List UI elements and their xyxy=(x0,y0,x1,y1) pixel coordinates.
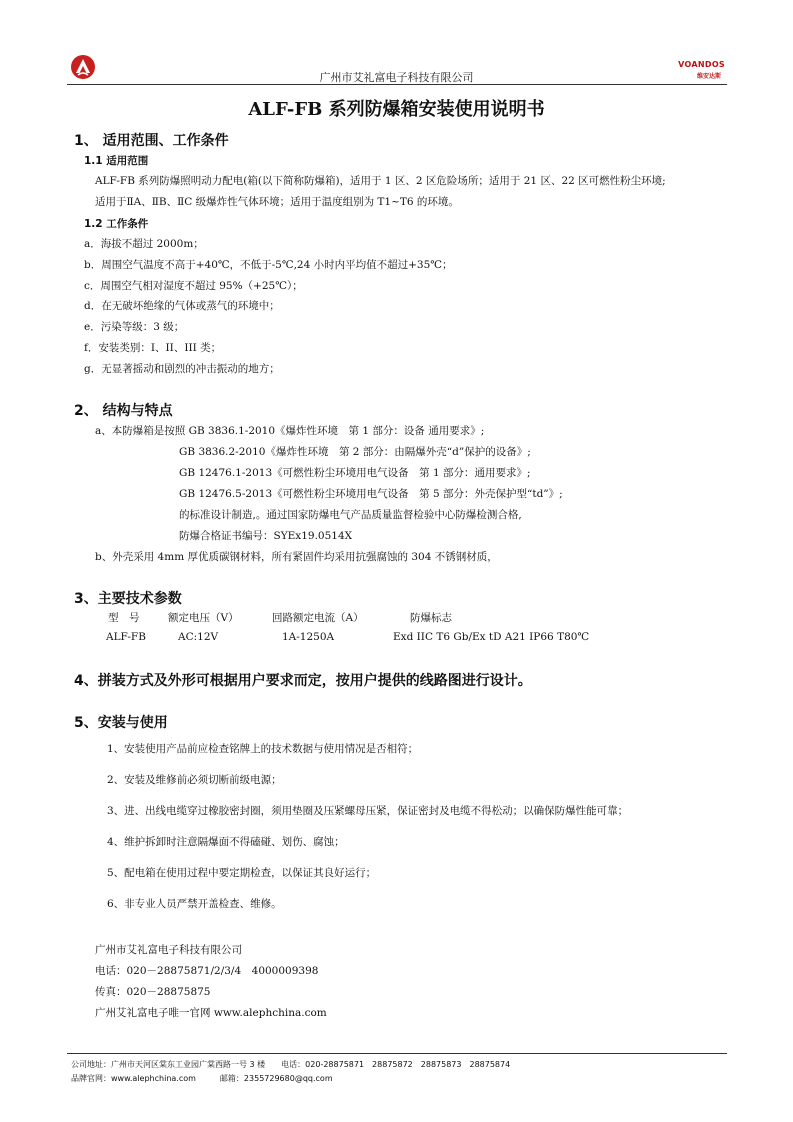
section2-line: GB 12476.1-2013《可燃性粉尘环境用电气设备 第 1 部分：通用要求》; xyxy=(179,467,531,479)
param-header-current: 回路额定电流（A） xyxy=(272,612,364,624)
certificate-number: 防爆合格证书编号：SYEx19.0514X xyxy=(179,530,353,542)
condition-item: d．在无破坏绝缘的气体或蒸气的环境中； xyxy=(84,300,280,312)
brand-logo-cn: 维安达斯 xyxy=(696,73,721,80)
condition-item: f．安装类别：I、II、III 类； xyxy=(84,342,222,354)
section2-line: 的标准设计制造,。通过国家防爆电气产品质量监督检验中心防爆检测合格, xyxy=(179,509,522,521)
param-header-voltage: 额定电压（V） xyxy=(168,612,239,624)
section1-sub1-line: ALF-FB 系列防爆照明动力配电(箱(以下简称防爆箱)，适用于 1 区、2 区危险场所；适用于 21 区、22 区可燃性粉尘环境; xyxy=(95,175,666,187)
install-item: 3、进、出线电缆穿过橡胶密封圈，须用垫圈及压紧螺母压紧，保证密封及电缆不得松动；以确保防爆性能可靠； xyxy=(107,805,629,817)
install-item: 6、非专业人员严禁开盖检查、维修。 xyxy=(107,898,282,910)
footer-address: 公司地址：广州市天河区棠东工业园广棠西路一号 3 楼 电话：020-28875871 28875872 28875873 28875874 xyxy=(71,1060,511,1069)
section5-heading: 5、安装与使用 xyxy=(74,715,168,731)
section3-heading: 3、主要技术参数 xyxy=(74,591,182,607)
param-value-voltage: AC:12V xyxy=(178,631,219,643)
install-item: 1、安装使用产品前应检查铭牌上的技术数据与使用情况是否相符； xyxy=(107,743,419,755)
param-value-mark: Exd IIC T6 Gb/Ex tD A21 IP66 T80℃ xyxy=(393,631,590,643)
section2-line: GB 12476.5-2013《可燃性粉尘环境用电气设备 第 5 部分：外壳保护型“td”》; xyxy=(179,488,563,500)
header-divider xyxy=(67,84,727,85)
contact-website: 广州艾礼富电子唯一官网 www.alephchina.com xyxy=(95,1007,327,1019)
condition-item: b．周围空气温度不高于+40℃，不低于-5℃,24 小时内平均值不超过+35℃； xyxy=(84,259,453,271)
section2-heading: 2、 结构与特点 xyxy=(74,403,173,419)
param-header-model: 型 号 xyxy=(108,612,140,624)
contact-phone: 电话：020－28875871/2/3/4 4000009398 xyxy=(95,965,319,977)
section2-line: GB 3836.2-2010《爆炸性环境 第 2 部分：由隔爆外壳“d”保护的设备》; xyxy=(179,446,531,458)
contact-fax: 传真：020－28875875 xyxy=(95,986,211,998)
section2-line: a、本防爆箱是按照 GB 3836.1-2010《爆炸性环境 第 1 部分：设备 通用要求》; xyxy=(95,425,485,437)
install-item: 4、维护拆卸时注意隔爆面不得磕碰、划伤、腐蚀； xyxy=(107,836,345,848)
section1-sub2-heading: 1.2 工作条件 xyxy=(84,218,149,230)
section4-heading: 4、拼装方式及外形可根据用户要求而定，按用户提供的线路图进行设计。 xyxy=(74,673,532,689)
condition-item: g．无显著摇动和剧烈的冲击振动的地方； xyxy=(84,363,280,375)
page-title: ALF-FB 系列防爆箱安装使用说明书 xyxy=(248,99,545,120)
condition-item: a．海拔不超过 2000m； xyxy=(84,238,204,250)
section1-sub1-heading: 1.1 适用范围 xyxy=(84,155,149,167)
section2-line: b、外壳采用 4mm 厚优质碳钢材料，所有紧固件均采用抗强腐蚀的 304 不锈钢材质， xyxy=(95,551,498,563)
footer-web-mail: 品牌官网：www.alephchina.com 邮箱：2355729680@qq.com xyxy=(71,1074,333,1083)
condition-item: c．周围空气相对湿度不超过 95%（+25℃）； xyxy=(84,280,303,292)
brand-logo-text: VOANDOS xyxy=(678,60,725,69)
footer-divider xyxy=(67,1053,727,1054)
install-item: 2、安装及维修前必须切断前级电源； xyxy=(107,774,282,786)
install-item: 5、配电箱在使用过程中要定期检查，以保证其良好运行； xyxy=(107,867,377,879)
section1-sub1-line: 适用于ⅡA、ⅡB、ⅡC 级爆炸性气体环境；适用于温度组别为 T1~T6 的环境。 xyxy=(95,196,459,208)
section1-heading: 1、 适用范围、工作条件 xyxy=(74,133,229,149)
condition-item: e．污染等级：3 级； xyxy=(84,321,185,333)
param-header-mark: 防爆标志 xyxy=(410,612,452,624)
param-value-model: ALF-FB xyxy=(106,631,146,643)
param-value-current: 1A-1250A xyxy=(282,631,335,643)
header-company: 广州市艾礼富电子科技有限公司 xyxy=(319,71,474,84)
contact-company: 广州市艾礼富电子科技有限公司 xyxy=(95,944,242,956)
